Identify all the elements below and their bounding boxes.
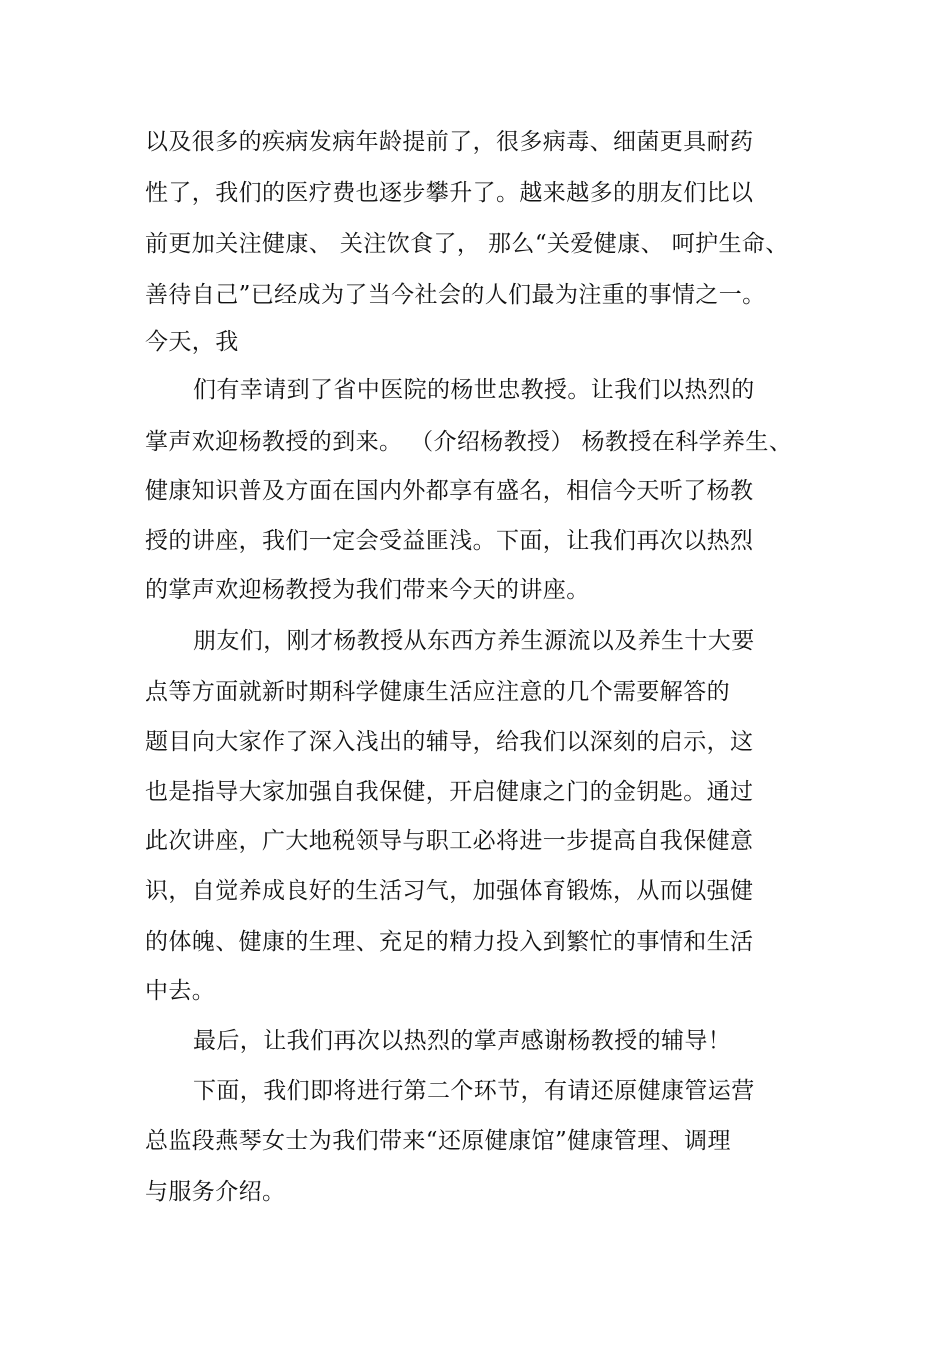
text-line: 的掌声欢迎杨教授为我们带来今天的讲座。 <box>145 577 590 603</box>
text-line: 健康知识普及方面在国内外都享有盛名，相信今天听了杨教 <box>145 478 754 504</box>
text-line: 中去。 <box>145 978 216 1004</box>
text-line: 善待自己”已经成为了当今社会的人们最为注重的事情之一。 <box>145 282 766 308</box>
text-line: 以及很多的疾病发病年龄提前了，很多病毒、细菌更具耐药 <box>145 129 754 155</box>
text-line: 的体魄、健康的生理、充足的精力投入到繁忙的事情和生活 <box>145 929 754 955</box>
text-line: 掌声欢迎杨教授的到来。 （介绍杨教授） 杨教授在科学养生、 <box>145 429 793 455</box>
text-line: 点等方面就新时期科学健康生活应注意的几个需要解答的 <box>145 679 730 705</box>
text-line: 性了，我们的医疗费也逐步攀升了。越来越多的朋友们比以 <box>145 180 754 206</box>
paragraph-start-line: 们有幸请到了省中医院的杨世忠教授。让我们以热烈的 <box>193 377 755 403</box>
text-line: 前更加关注健康、 关注饮食了， 那么“关爱健康、 呵护生命、 <box>145 231 789 257</box>
text-line: 今天，我 <box>145 329 239 355</box>
text-line: 与服务介绍。 <box>145 1179 286 1205</box>
text-line: 题目向大家作了深入浅出的辅导，给我们以深刻的启示，这 <box>145 729 754 755</box>
text-line: 也是指导大家加强自我保健，开启健康之门的金钥匙。通过 <box>145 779 754 805</box>
text-line: 此次讲座，广大地税领导与职工必将进一步提高自我保健意 <box>145 828 754 854</box>
text-line: 总监段燕琴女士为我们带来“还原健康馆”健康管理、调理 <box>145 1128 731 1154</box>
text-line: 识，自觉养成良好的生活习气，加强体育锻炼，从而以强健 <box>145 878 754 904</box>
paragraph-start-line: 最后，让我们再次以热烈的掌声感谢杨教授的辅导！ <box>193 1028 732 1054</box>
paragraph-start-line: 朋友们，刚才杨教授从东西方养生源流以及养生十大要 <box>193 628 755 654</box>
paragraph-start-line: 下面，我们即将进行第二个环节，有请还原健康管运营 <box>193 1078 755 1104</box>
text-line: 授的讲座，我们一定会受益匪浅。下面，让我们再次以热烈 <box>145 528 754 554</box>
